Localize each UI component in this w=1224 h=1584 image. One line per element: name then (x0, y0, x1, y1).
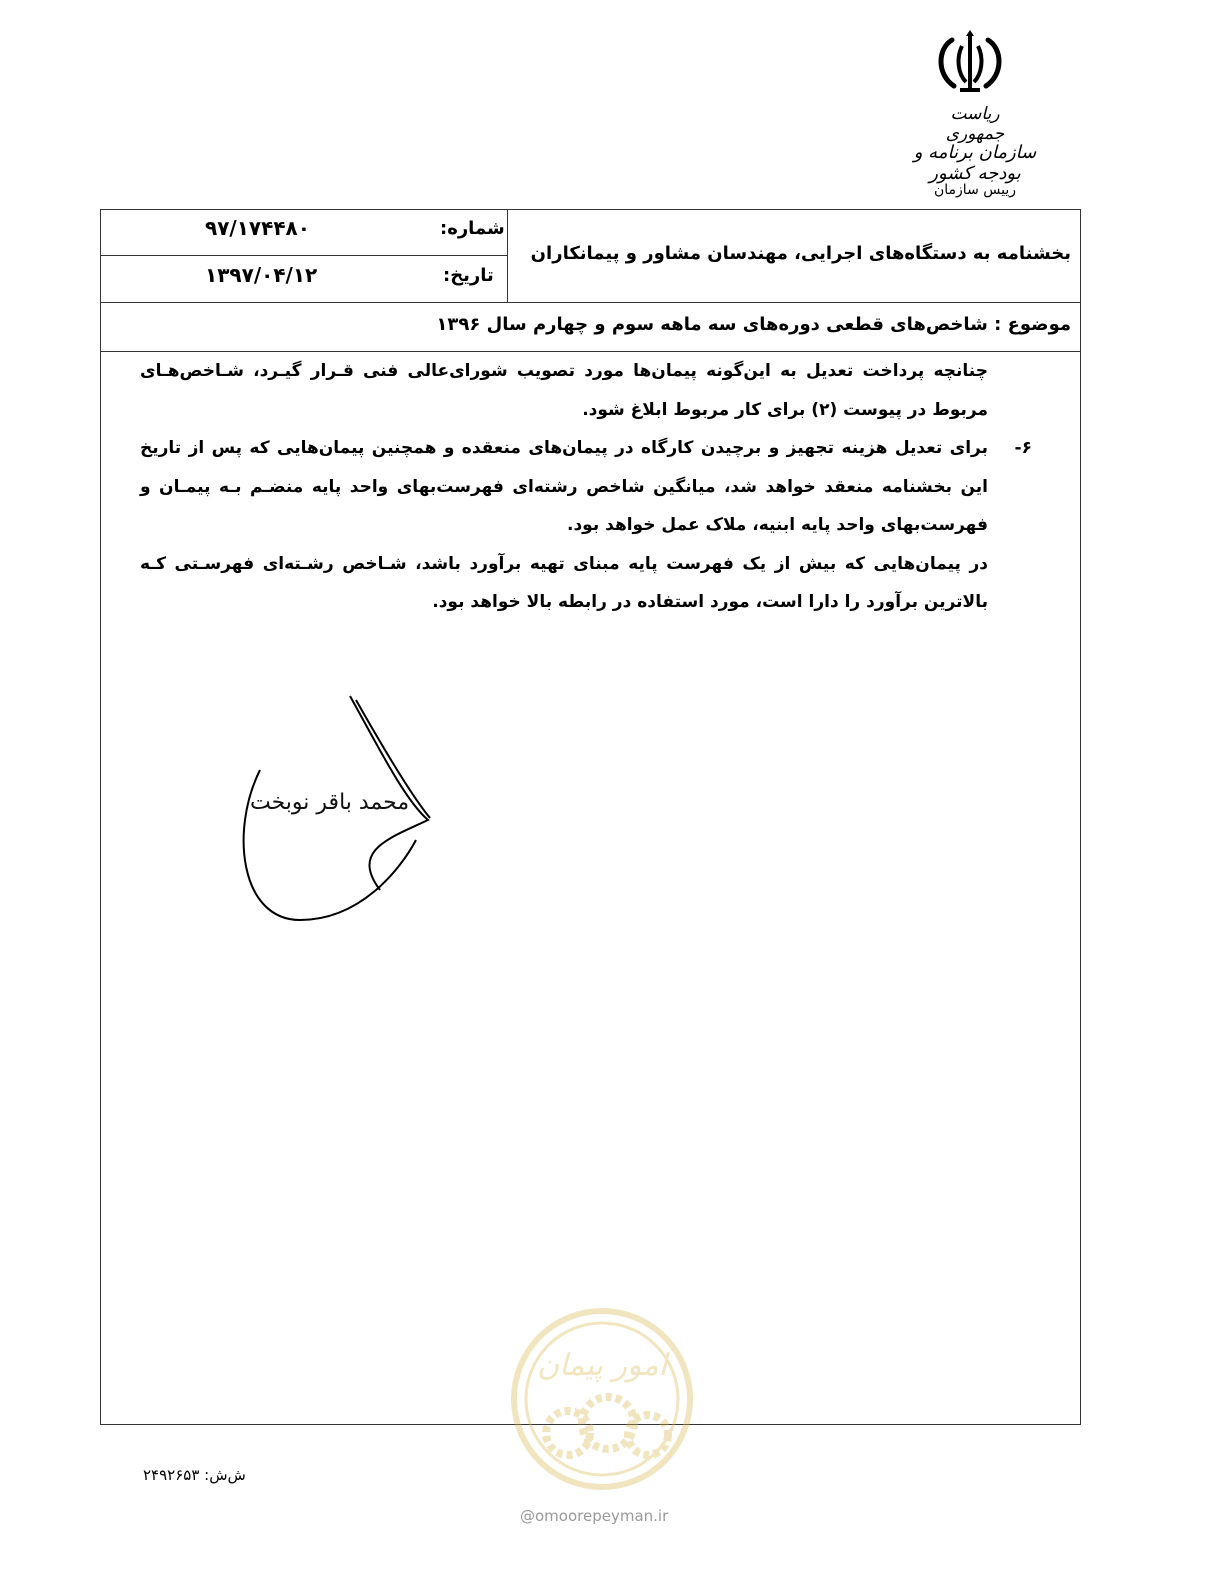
recipients: بخشنامه به دستگاه‌های اجرایی، مهندسان مشاور و پیمانکاران (530, 243, 1071, 264)
watermark-text: امور پیمان (537, 1348, 667, 1383)
reference-number: ش‌ش: ۲۴۹۲۶۵۳ (143, 1466, 246, 1484)
number-label: شماره: (440, 218, 505, 239)
item-text: برای تعدیل هزینه تجهیز و برچیدن کارگاه در پیمان‌های منعقده و همچنین پیمان‌هایی که پس از تاریخ این بخشنامه منعقد خواهد شد، میانگین شاخص رشته‌ای فهرست‌بهای واحد پایه منضـم بـه پیمـان و فهرست‌بهای واحد پایه ابنیه، ملاک عمل خواهد بود. (140, 438, 988, 535)
paragraph-1: چنانچه پرداخت تعدیل به این‌گونه پیمان‌ها مورد تصویب شورای‌عالی فنی قـرار گیـرد، شـاخص‌هـای مربوط در پیوست (۲) برای کار مربوط ابلاغ شود. (140, 361, 988, 420)
subject: موضوع : شاخص‌های قطعی دوره‌های سه ماهه سوم و چهارم سال ۱۳۹۶ (436, 314, 1071, 335)
header-divider (507, 209, 508, 302)
letterhead-organization: سازمان برنامه و بودجه کشور (913, 142, 1037, 184)
iran-emblem-icon (930, 30, 1010, 96)
list-item-6 (140, 429, 1032, 545)
watermark-url: @omoorepeyman.ir (520, 1507, 669, 1525)
subject-divider-top (100, 302, 1081, 303)
number-value: ۹۷/۱۷۴۴۸۰ (205, 216, 310, 240)
header-row-divider (100, 255, 507, 256)
omoorepeyman-seal-icon (508, 1305, 696, 1493)
date-value: ۱۳۹۷/۰۴/۱۲ (205, 263, 318, 287)
item-number: ۶- (1014, 438, 1032, 458)
letter-body (140, 352, 1032, 622)
signatory-name: محمد باقر نوبخت (250, 790, 410, 815)
paragraph-3: در پیمان‌هایی که بیش از یک فهرست پایه مبنای تهیه برآورد باشد، شـاخص رشـته‌ای فهرسـتی کـه بالاترین برآورد را دارا است، مورد استفاده در رابطه بالا خواهد بود. (140, 553, 988, 612)
date-label: تاریخ: (443, 265, 494, 286)
letterhead-position: رییس سازمان (934, 182, 1016, 198)
letterhead-presidency: ریاست جمهوری (945, 104, 1005, 144)
